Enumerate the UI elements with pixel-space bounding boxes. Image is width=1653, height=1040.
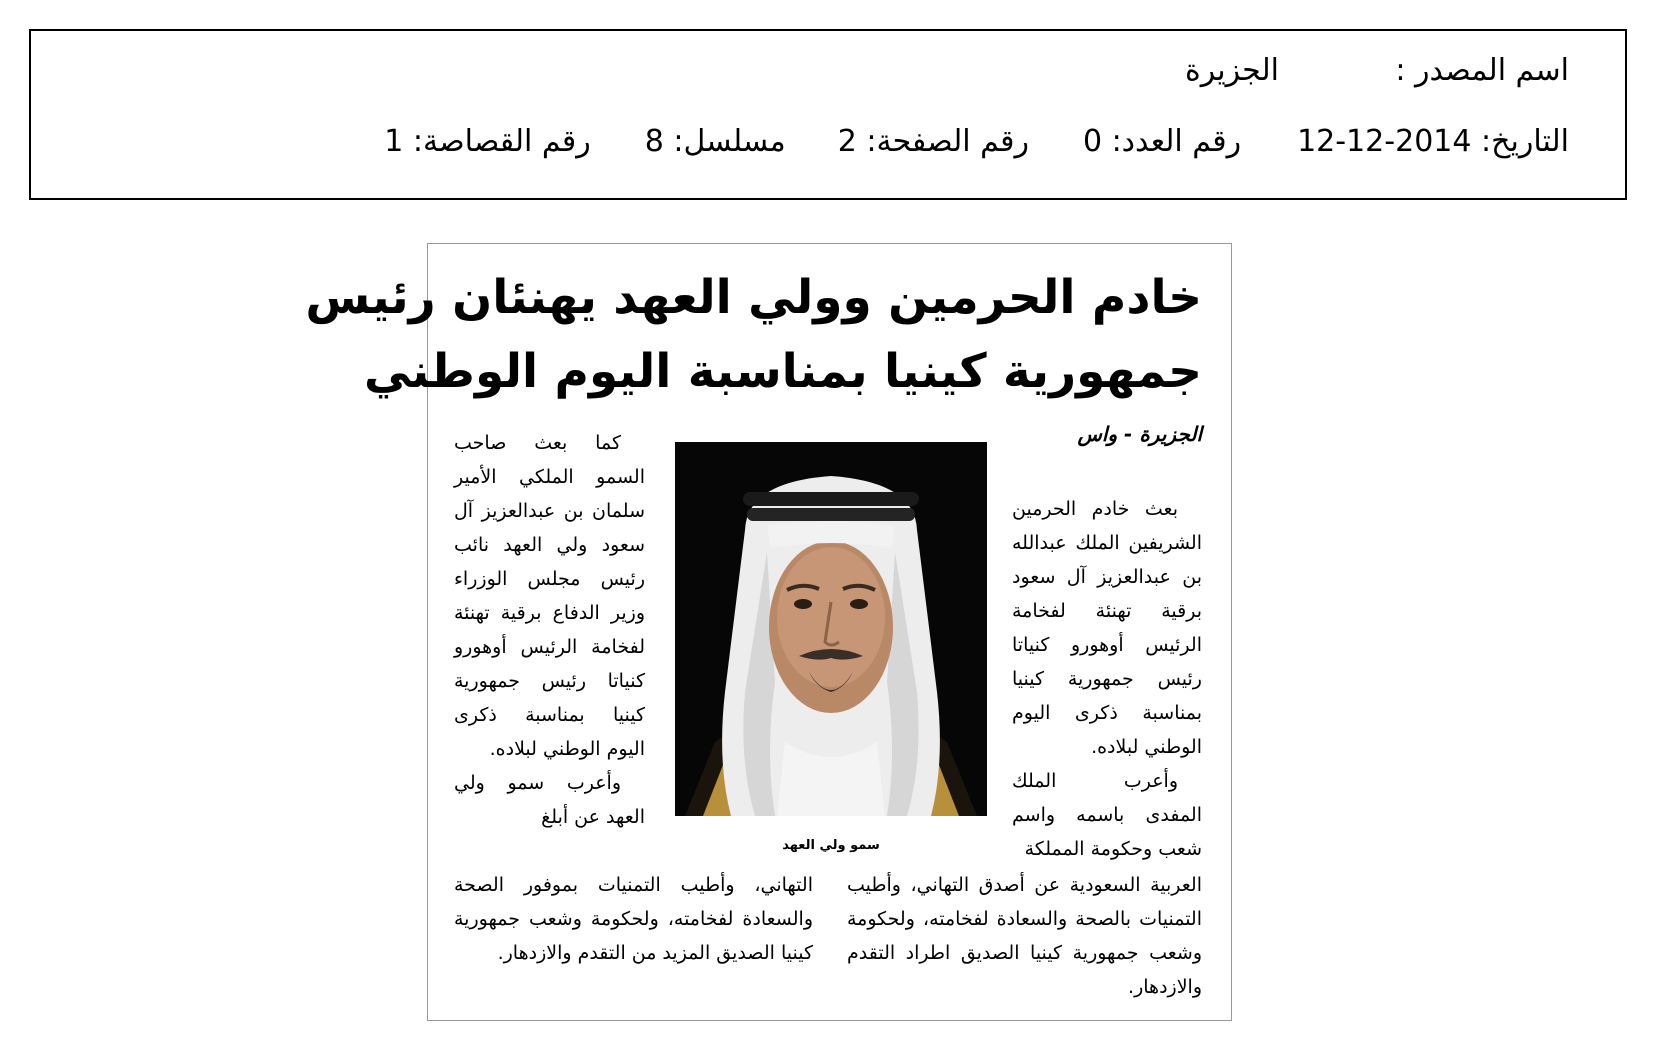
article-column-right [1012, 492, 1202, 866]
page-field [838, 124, 1029, 159]
issue-value: 0 [1082, 124, 1103, 159]
article-column-left [454, 426, 645, 834]
serial-field [645, 124, 786, 159]
article-bottom-right: العربية السعودية عن أصدق التهاني، وأطيب التمنيات بالصحة والسعادة لفخامته، ولحكومة وشعب جمهورية كينيا الصديق اطراد التقدم والازدهار. [847, 874, 1202, 998]
date-field [1297, 124, 1569, 159]
paragraph: بعث خادم الحرمين الشريفين الملك عبدالله بن عبدالعزيز آل سعود برقية تهنئة لفخامة الرئيس أوهورو كنياتا رئيس جمهورية كينيا بمناسبة ذكرى اليوم الوطني لبلاده. [1012, 498, 1202, 758]
page-label: رقم الصفحة: [866, 124, 1029, 159]
metadata-row-details [384, 124, 1569, 159]
source-label: اسم المصدر : [1395, 53, 1569, 88]
issue-field [1083, 124, 1241, 159]
metadata-row-source [1185, 53, 1569, 88]
source-value: الجزيرة [1184, 53, 1279, 88]
portrait-illustration [675, 442, 987, 816]
news-clipping [305, 243, 1232, 1021]
paragraph: وأعرب سمو ولي العهد عن أبلغ [454, 772, 645, 828]
paragraph: وأعرب الملك المفدى باسمه واسم شعب وحكومة المملكة [1012, 770, 1202, 860]
metadata-box [29, 29, 1627, 200]
article-bottom-left: التهاني، وأطيب التمنيات بموفور الصحة والسعادة لفخامته، ولحكومة وشعب جمهورية كينيا الصديق المزيد من التقدم والازدهار. [454, 874, 813, 964]
headline-line-1: خادم الحرمين وولي العهد يهنئان رئيس [305, 270, 1202, 325]
issue-label: رقم العدد: [1111, 124, 1242, 159]
paragraph: كما بعث صاحب السمو الملكي الأمير سلمان بن عبدالعزيز آل سعود ولي العهد نائب رئيس مجلس الوزراء وزير الدفاع برقية تهنئة لفخامة الرئيس أوهورو كنياتا رئيس جمهورية كينيا بمناسبة ذكرى اليوم الوطني لبلاده. [454, 432, 645, 760]
byline: الجزيرة - واس [1077, 422, 1202, 446]
headline-line-2: جمهورية كينيا بمناسبة اليوم الوطني [363, 344, 1202, 399]
clip-number-field [384, 124, 590, 159]
clip-number-value: 1 [384, 124, 404, 159]
photo-caption: سمو ولي العهد [782, 838, 880, 853]
clip-number-label: رقم القصاصة: [412, 124, 591, 159]
serial-value: 8 [644, 124, 664, 159]
date-value: 2014-12-12 [1297, 124, 1472, 159]
date-label: التاريخ: [1481, 124, 1569, 159]
page-value: 2 [837, 124, 857, 159]
portrait-photo [675, 442, 987, 816]
serial-label: مسلسل: [673, 124, 786, 159]
